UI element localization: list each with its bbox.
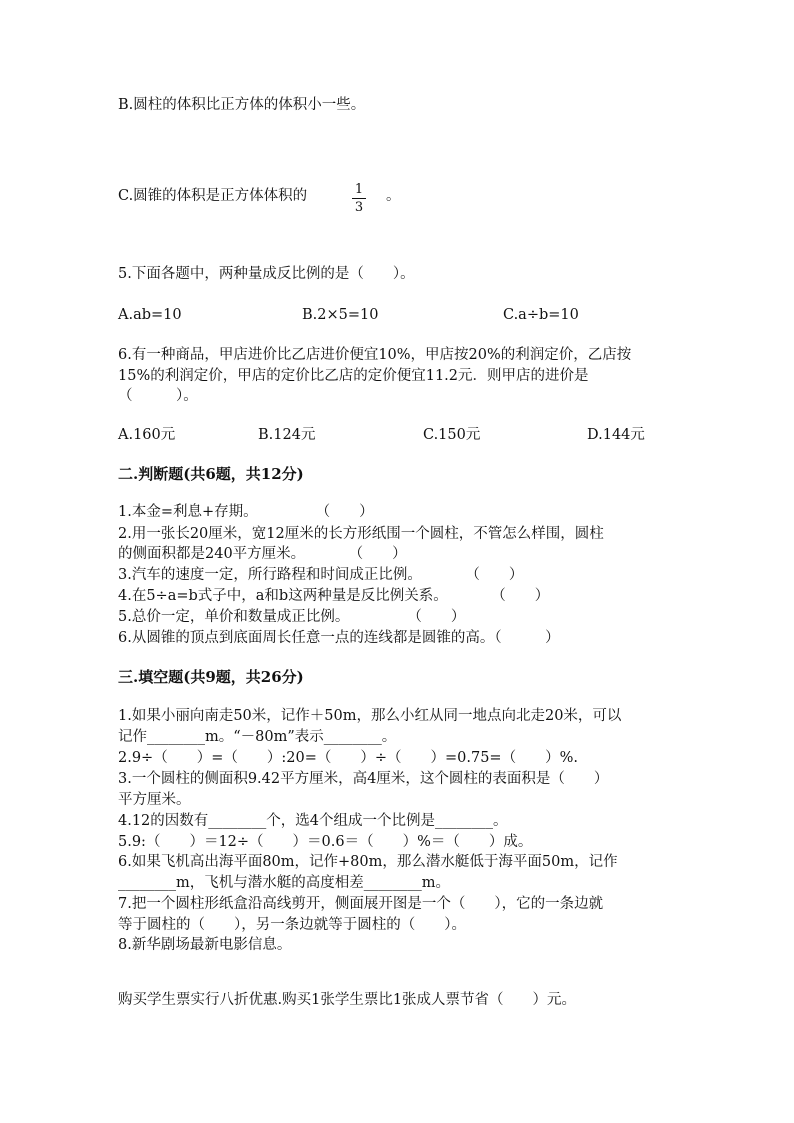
fill-line-6: 4.12的因数有________个，选4个组成一个比例是________。 xyxy=(118,813,508,829)
fill-line-2: 记作________m。“－80m”表示________。 xyxy=(118,729,397,745)
judge-line-1: 1.本金=利息+存期。 （ ） xyxy=(118,504,374,520)
judge-line-4: 3.汽车的速度一定，所行路程和时间成正比例。 （ ） xyxy=(118,567,524,583)
fill-line-5: 平方厘米。 xyxy=(118,792,191,808)
fill-line-12: 8.新华剧场最新电影信息。 xyxy=(118,937,292,953)
q6-option-b: B.124元 xyxy=(258,427,316,443)
judge-line-3: 的侧面积都是240平方厘米。 （ ） xyxy=(118,546,407,562)
fraction-denominator: 3 xyxy=(354,200,364,215)
q6-option-c: C.150元 xyxy=(423,427,481,443)
fraction-one-third xyxy=(352,182,366,215)
judge-line-2: 2.用一张长20厘米，宽12厘米的长方形纸围一个圆柱，不管怎么样围，圆柱 xyxy=(118,526,604,542)
section-3-title: 三.填空题(共9题，共26分) xyxy=(118,668,304,686)
fill-line-1: 1.如果小丽向南走50米，记作＋50m，那么小红从同一地点向北走20米，可以 xyxy=(118,708,622,724)
fill-line-13: 购买学生票实行八折优惠.购买1张学生票比1张成人票节省（ ）元。 xyxy=(118,992,577,1008)
fraction-bar xyxy=(352,198,366,199)
q6-option-d: D.144元 xyxy=(587,427,645,443)
q6-line-2: 15%的利润定价，甲店的定价比乙店的定价便宜11.2元．则甲店的进价是 xyxy=(118,368,589,384)
fill-line-7: 5.9:（ ）＝12÷（ ）＝0.6＝（ ）%＝（ ）成。 xyxy=(118,834,533,850)
judge-line-6: 5.总价一定，单价和数量成正比例。 （ ） xyxy=(118,609,466,625)
q6-option-a: A.160元 xyxy=(118,427,176,443)
q5-stem: 5.下面各题中，两种量成反比例的是（ ）。 xyxy=(118,266,415,282)
q5-option-b: B.2×5=10 xyxy=(302,307,379,323)
q4-option-c-prefix: C.圆锥的体积是正方体体积的 xyxy=(118,188,308,204)
q5-option-a: A.ab=10 xyxy=(118,307,182,323)
fill-line-3: 2.9÷（ ）=（ ）:20=（ ）÷（ ）=0.75=（ ）%. xyxy=(118,750,578,766)
q6-line-1: 6.有一种商品，甲店进价比乙店进价便宜10%，甲店按20%的利润定价，乙店按 xyxy=(118,347,632,363)
fill-line-11: 等于圆柱的（ ），另一条边就等于圆柱的（ ）。 xyxy=(118,917,466,933)
q4-option-b: B.圆柱的体积比正方体的体积小一些。 xyxy=(118,97,366,113)
fill-line-9: ________m，飞机与潜水艇的高度相差________m。 xyxy=(118,875,450,891)
section-2-title: 二.判断题(共6题，共12分) xyxy=(118,465,304,483)
fill-line-8: 6.如果飞机高出海平面80m，记作+80m，那么潜水艇低于海平面50m，记作 xyxy=(118,854,618,870)
q5-option-c: C.a÷b=10 xyxy=(503,307,579,323)
q4-option-c-suffix: 。 xyxy=(386,188,401,204)
fill-line-4: 3.一个圆柱的侧面积9.42平方厘米，高4厘米，这个圆柱的表面积是（ ） xyxy=(118,771,609,787)
q6-line-3: （ ）。 xyxy=(118,388,198,404)
fill-line-10: 7.把一个圆柱形纸盒沿高线剪开，侧面展开图是一个（ ），它的一条边就 xyxy=(118,896,604,912)
judge-line-5: 4.在5÷a=b式子中，a和b这两种量是反比例关系。 （ ） xyxy=(118,588,550,604)
judge-line-7: 6.从圆锥的顶点到底面周长任意一点的连线都是圆锥的高。（ ） xyxy=(118,630,560,646)
fraction-numerator: 1 xyxy=(354,182,364,197)
